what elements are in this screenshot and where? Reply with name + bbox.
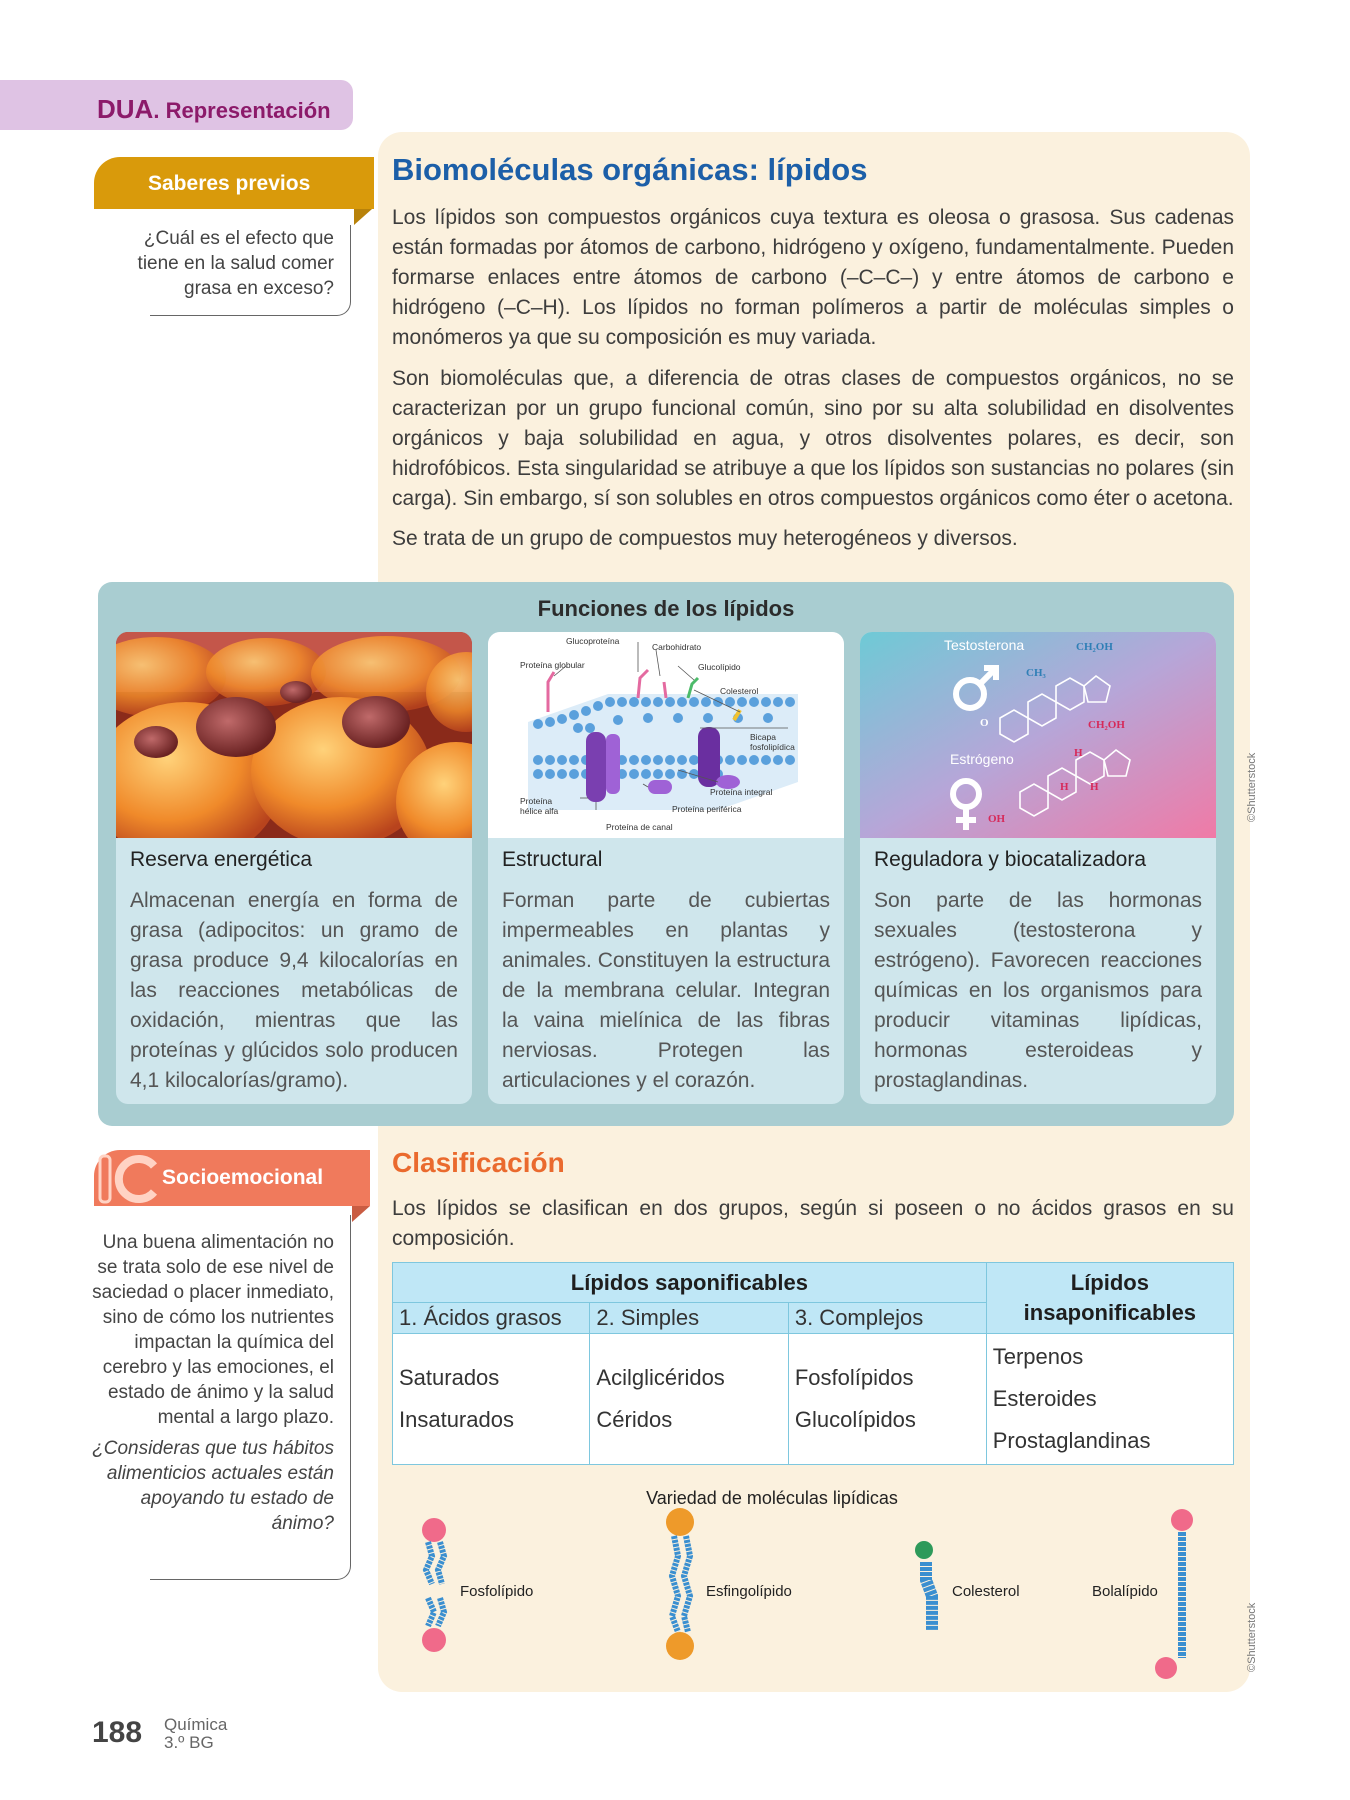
- socio-question: ¿Consideras que tus hábitos alimenticios actuales están apoyando tu estado de ánimo?: [92, 1438, 334, 1534]
- page-title: Biomoléculas orgánicas: lípidos: [392, 152, 868, 187]
- dua-label: DUA: [97, 94, 154, 124]
- item-prostaglandinas: Prostaglandinas: [992, 1428, 1151, 1453]
- card-heading-energy: Reserva energética: [130, 848, 313, 871]
- cell-membrane-diagram: [488, 632, 844, 838]
- subject-name: Química: [164, 1715, 228, 1734]
- lipids-table: [392, 1262, 1234, 1465]
- copyright-molecules: ©Shutterstock: [1246, 1602, 1258, 1672]
- cell-complejos: [788, 1334, 986, 1465]
- label-bolalipido: Bolalípido: [1092, 1583, 1158, 1600]
- item-acilgliceridos: Acilglicéridos: [596, 1365, 725, 1390]
- classification-text: Los lípidos se clasifican en dos grupos, según si poseen o no ácidos grasos en su composición.: [392, 1197, 1234, 1250]
- intro-paragraph-3: Se trata de un grupo de compuestos muy heterogéneos y diversos.: [392, 527, 1018, 550]
- item-terpenos: Terpenos: [992, 1344, 1084, 1369]
- label-glucolipido: Glucolípido: [698, 662, 741, 672]
- bolalipid-icon: [1155, 1509, 1193, 1679]
- saberes-fold: [354, 209, 372, 225]
- item-esteroides: Esteroides: [992, 1386, 1097, 1411]
- item-insaturados: Insaturados: [399, 1407, 514, 1432]
- functions-title: Funciones de los lípidos: [537, 596, 795, 621]
- subject-grade: 3.º BG: [164, 1733, 214, 1752]
- cholesterol-icon: [915, 1541, 933, 1630]
- subheader-complejos: 3. Complejos: [788, 1303, 986, 1334]
- label-fosfolipido: Fosfolípido: [460, 1583, 534, 1600]
- header-saponificables: Lípidos saponificables: [393, 1263, 987, 1303]
- chem-h-1: H: [1074, 747, 1083, 759]
- intro-paragraph-1: Los lípidos son compuestos orgánicos cuya textura es oleosa o grasosa. Sus cadenas están formadas por átomos de carbono, hidrógeno y oxígeno, fundamentalmente. Pueden formarse enlaces entre átomos de carbono (–C–C–) y entre átomos de carbono e hidrógeno (–C–H). Los lípidos no forman polímeros a partir de moléculas simples o monómeros ya que su composición es muy variada.: [392, 206, 1234, 349]
- chem-o: O: [980, 717, 989, 729]
- chem-ch3: CH₃: [1026, 667, 1046, 679]
- intro-paragraph-2: Son biomoléculas que, a diferencia de otras clases de compuestos orgánicos, no se caracterizan por un grupo funcional común, sino por su alta solubilidad en disolventes orgánicos y baja solubilidad en agua, y otros disolventes polares, es decir, son hidrofóbicos. Esta singularidad se atribuye a que los lípidos son sustancias no polares (sin carga). Sin embargo, sí son solubles en otros compuestos orgánicos como éter o acetona.: [392, 367, 1234, 510]
- page-number: 188: [92, 1716, 143, 1749]
- saberes-previos-tab: Saberes previos: [94, 157, 374, 209]
- item-ceridos: Céridos: [596, 1407, 673, 1432]
- card-heading-regulatory: Reguladora y biocatalizadora: [874, 848, 1147, 871]
- dua-label-rest: . Representación: [153, 98, 331, 123]
- chem-ch2oh-bottom: CH₂OH: [1088, 719, 1125, 731]
- label-bicapa-2: fosfolipídica: [750, 742, 795, 752]
- phospholipid-icon: [422, 1518, 446, 1652]
- copyright-functions: ©Shutterstock: [1246, 752, 1258, 822]
- saberes-question: ¿Cuál es el efecto que tiene en la salud comer grasa en exceso?: [137, 228, 334, 299]
- sphingolipid-icon: [666, 1508, 694, 1660]
- label-testosterona: Testosterona: [944, 637, 1025, 653]
- label-esfingolipido: Esfingolípido: [706, 1583, 792, 1600]
- cell-simples: [590, 1334, 788, 1465]
- label-bicapa-1: Bicapa: [750, 732, 776, 742]
- label-helice-2: hélice alfa: [520, 806, 559, 816]
- socio-text: Una buena alimentación no se trata solo de ese nivel de saciedad o placer inmediato, sino de cómo los nutrientes impactan la química del cerebro y las emociones, el estado de ánimo y la salud mental a largo plazo.: [92, 1232, 334, 1428]
- chem-oh: OH: [988, 813, 1006, 825]
- variety-title: Variedad de moléculas lipídicas: [646, 1488, 898, 1508]
- function-card-energy: [116, 632, 472, 1104]
- lipid-molecules-diagram: [392, 1500, 1234, 1690]
- label-canal: Proteína de canal: [606, 822, 673, 832]
- socio-text-block: [90, 1230, 334, 1536]
- socioemocional-tab: Socioemocional: [94, 1150, 370, 1206]
- card-text-structural: Forman parte de cubiertas impermeables en plantas y animales. Constituyen la estructura de la membrana celular. Integran la vaina mielínica de las fibras nerviosas. Protegen las articulaciones y el corazón.: [502, 889, 830, 1092]
- label-colesterol: Colesterol: [952, 1583, 1020, 1600]
- label-colesterol: Colesterol: [720, 686, 759, 696]
- chem-h-3: H: [1090, 781, 1099, 793]
- socio-fold: [352, 1206, 370, 1222]
- subheader-acidos-grasos: 1. Ácidos grasos: [393, 1303, 590, 1334]
- card-text-regulatory: Son parte de las hormonas sexuales (testosterona y estrógeno). Favorecen reacciones químicas en los organismos para producir vitaminas lipídicas, hormonas esteroideas y prostaglandinas.: [874, 889, 1202, 1092]
- function-card-structural: [488, 632, 844, 1104]
- chem-ch2oh-top: CH₂OH: [1076, 641, 1113, 653]
- cell-insaponificables: [986, 1334, 1233, 1465]
- item-glucolipidos: Glucolípidos: [794, 1407, 916, 1432]
- function-card-regulatory: [860, 632, 1216, 1104]
- label-proteina-integral: Proteína integral: [710, 787, 773, 797]
- item-fosfolipidos: Fosfolípidos: [794, 1365, 914, 1390]
- label-carbohidrato: Carbohidrato: [652, 642, 702, 652]
- subheader-simples: 2. Simples: [590, 1303, 788, 1334]
- socioemocional-ic-icon: [96, 1152, 160, 1206]
- header-insaponificables: Lípidos insaponificables: [986, 1263, 1233, 1334]
- cell-acidos-grasos: [393, 1334, 590, 1465]
- card-text-energy: Almacenan energía en forma de grasa (adipocitos: un gramo de grasa produce 9,4 kilocalorías en las reacciones metabólicas de oxidación, mientras que las proteínas y glúcidos solo producen 4,1 kilocalorías/gramo).: [130, 889, 458, 1092]
- label-helice-1: Proteína: [520, 796, 553, 806]
- label-proteina-periferica: Proteína periférica: [672, 804, 742, 814]
- adipocytes-image: [116, 632, 472, 838]
- label-proteina-globular: Proteína globular: [520, 660, 585, 670]
- label-glucoproteina: Glucoproteína: [566, 636, 620, 646]
- hormones-image: [860, 632, 1216, 838]
- subject-block: [164, 1716, 227, 1752]
- dua-tab: [0, 80, 353, 130]
- classification-title: Clasificación: [392, 1147, 565, 1178]
- label-estrogeno: Estrógeno: [950, 751, 1014, 767]
- card-heading-structural: Estructural: [502, 848, 603, 871]
- chem-h-2: H: [1060, 781, 1069, 793]
- item-saturados: Saturados: [399, 1365, 500, 1390]
